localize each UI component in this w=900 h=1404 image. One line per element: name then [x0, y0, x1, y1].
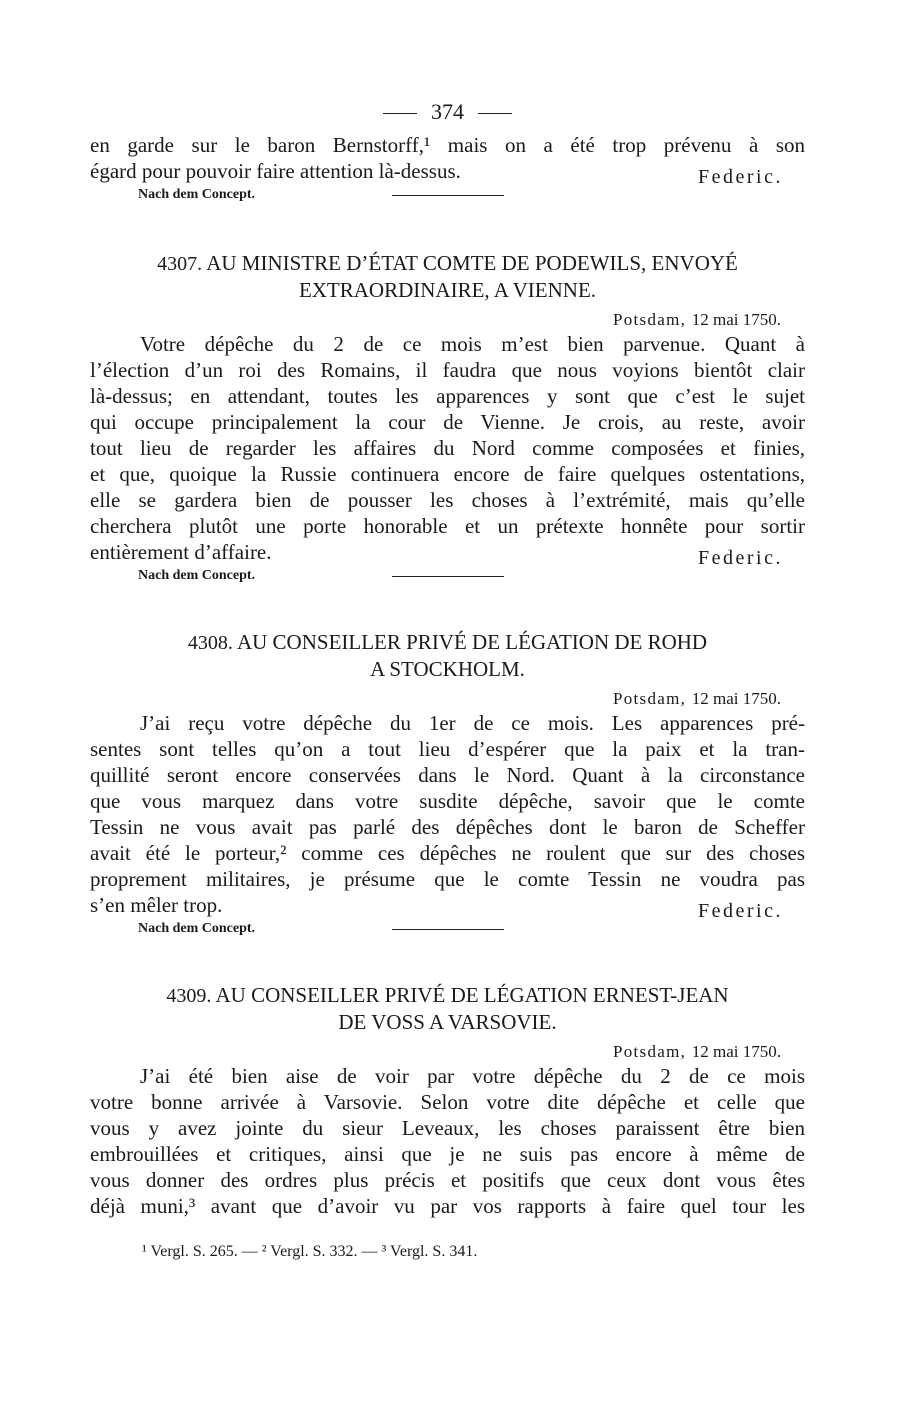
text-line: que vous marquez dans votre susdite dépêche, savoir que le comte — [90, 789, 805, 813]
text-line: sentes sont telles qu’on a tout lieu d’espérer que la paix et la tran- — [90, 737, 805, 761]
date: 12 mai 1750. — [691, 310, 781, 329]
place: Potsdam, — [612, 310, 687, 329]
text-line: vous y avez jointe du sieur Leveaux, les choses paraissent être bien — [90, 1116, 805, 1140]
text-line: J’ai été bien aise de voir par votre dépêche du 2 de ce mois — [140, 1064, 805, 1088]
continuation-section — [90, 132, 805, 206]
letter-number: 4307. — [157, 253, 203, 275]
page-number: 374 — [431, 99, 464, 124]
signature-row — [90, 892, 805, 922]
text-line: Tessin ne vous avait pas parlé des dépêches dont le baron de Scheffer — [90, 815, 805, 839]
page-header — [90, 96, 805, 128]
place-date — [90, 688, 781, 710]
letter-4308 — [90, 629, 805, 940]
section-divider — [392, 195, 504, 196]
letter-title — [90, 982, 805, 1035]
text-line: entièrement d’affaire. — [90, 540, 272, 564]
source-note — [138, 565, 805, 587]
text-line: vous donner des ordres plus précis et positifs que ceux dont vous êtes — [90, 1168, 805, 1192]
text-line: quillité seront encore conservées dans le Nord. Quant à la circonstance — [90, 763, 805, 787]
text-line: cherchera plutôt une porte honorable et un prétexte honnête pour sortir — [90, 514, 805, 538]
letter-body — [90, 331, 805, 565]
title-line: EXTRAORDINAIRE, A VIENNE. — [298, 278, 597, 302]
letter-title — [90, 629, 805, 682]
text-line: en garde sur le baron Bernstorff,¹ mais on a été trop prévenu à son — [90, 133, 805, 157]
title-line: AU CONSEILLER PRIVÉ DE LÉGATION ERNEST-JEAN — [215, 983, 729, 1007]
signature-row — [90, 158, 805, 188]
place-date — [90, 309, 781, 331]
signature: Federic. — [698, 166, 783, 188]
title-line: A STOCKHOLM. — [370, 657, 525, 681]
text-line: J’ai reçu votre dépêche du 1er de ce mois. Les apparences pré- — [140, 711, 805, 735]
text-line: s’en mêler trop. — [90, 893, 223, 917]
letter-number: 4308. — [187, 632, 233, 654]
section-divider — [392, 929, 504, 930]
text-line: Votre dépêche du 2 de ce mois m’est bien parvenue. Quant à — [140, 332, 805, 356]
text-line: tout lieu de regarder les affaires du Nord comme composées et finies, — [90, 436, 805, 460]
place: Potsdam, — [612, 689, 687, 708]
signature-row — [90, 539, 805, 569]
header-dash-left — [383, 113, 417, 114]
source-note-text: Nach dem Concept. — [138, 921, 256, 936]
source-note — [138, 184, 805, 206]
date: 12 mai 1750. — [691, 689, 781, 708]
date: 12 mai 1750. — [691, 1042, 781, 1061]
title-line: AU CONSEILLER PRIVÉ DE LÉGATION DE ROHD — [236, 630, 708, 654]
text-line: avait été le porteur,² comme ces dépêches ne roulent que sur des choses — [90, 841, 805, 865]
text-line: déjà muni,³ avant que d’avoir vu par vos rapports à faire quel tour les — [90, 1194, 805, 1218]
letter-title — [90, 250, 805, 303]
signature: Federic. — [698, 547, 783, 569]
place-date — [90, 1041, 781, 1063]
text-line: votre bonne arrivée à Varsovie. Selon votre dite dépêche et celle que — [90, 1090, 805, 1114]
title-line: DE VOSS A VARSOVIE. — [338, 1010, 557, 1034]
letter-number: 4309. — [166, 985, 212, 1007]
letter-body — [90, 1063, 805, 1219]
letter-4309 — [90, 982, 805, 1219]
letter-4307 — [90, 250, 805, 587]
document-page — [90, 96, 805, 1263]
title-line: AU MINISTRE D’ÉTAT COMTE DE PODEWILS, ENVOYÉ — [206, 251, 738, 275]
header-dash-right — [478, 113, 512, 114]
source-note-text: Nach dem Concept. — [138, 568, 256, 583]
footnotes: ¹ Vergl. S. 265. — ² Vergl. S. 332. — ³ Vergl. S. 341. — [142, 1243, 478, 1260]
place: Potsdam, — [612, 1042, 687, 1061]
signature: Federic. — [698, 900, 783, 922]
text-line: embrouillées et critiques, ainsi que je ne suis pas encore à même de — [90, 1142, 805, 1166]
text-line: elle se gardera bien de pousser les choses à l’extrémité, mais qu’elle — [90, 488, 805, 512]
text-line: et que, quoique la Russie continuera encore de faire quelques ostentations, — [90, 462, 805, 486]
section-divider — [392, 576, 504, 577]
letter-body — [90, 710, 805, 918]
text-line: qui occupe principalement la cour de Vienne. Je crois, au reste, avoir — [90, 410, 805, 434]
text-line: là-dessus; en attendant, toutes les apparences y sont que c’est le sujet — [90, 384, 805, 408]
source-note-text: Nach dem Concept. — [138, 187, 256, 202]
text-line: proprement militaires, je présume que le comte Tessin ne voudra pas — [90, 867, 805, 891]
source-note — [138, 918, 805, 940]
text-line: l’élection d’un roi des Romains, il faudra que nous voyions bientôt clair — [90, 358, 805, 382]
text-line: égard pour pouvoir faire attention là-dessus. — [90, 159, 461, 183]
